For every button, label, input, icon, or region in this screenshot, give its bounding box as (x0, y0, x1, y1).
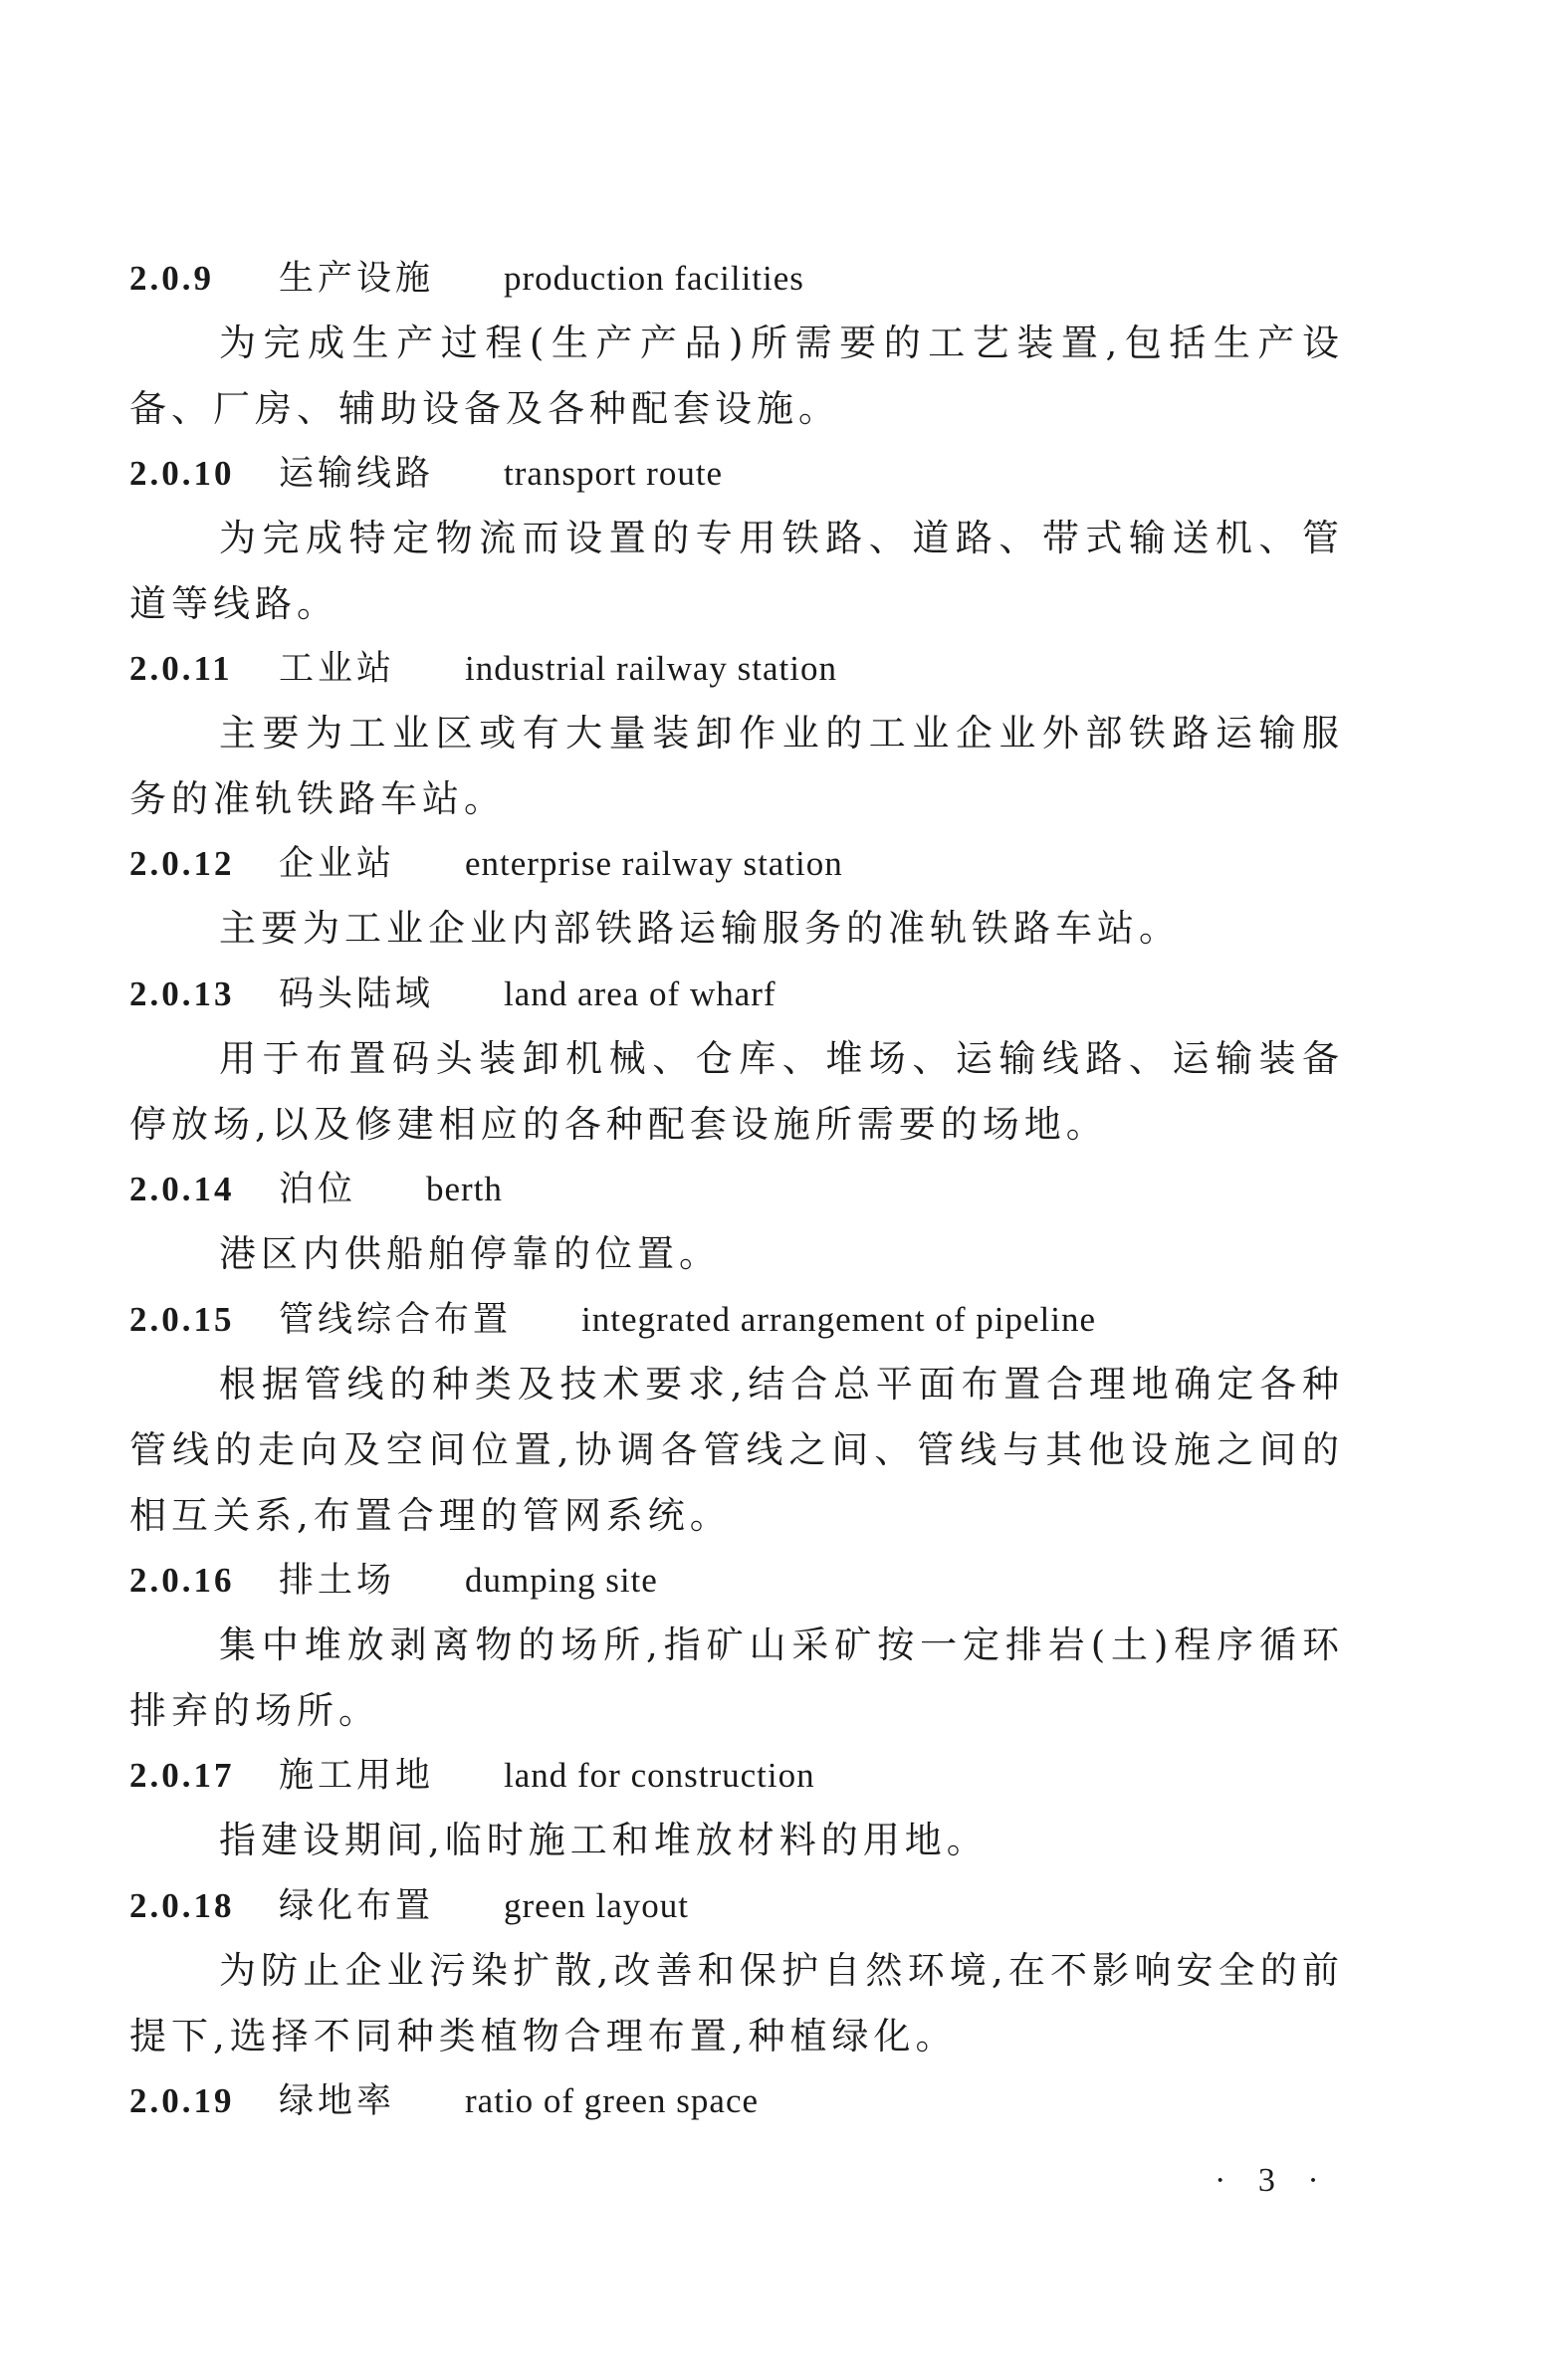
term-definition: 集中堆放剥离物的场所,指矿山采矿按一定排岩(土)程序循环排弃的场所。 (129, 1623, 1344, 1732)
term-number: 2.0.17 (129, 1756, 235, 1795)
page-number: · 3 · (1215, 2162, 1331, 2199)
term-heading (129, 644, 837, 694)
term-number: 2.0.9 (129, 259, 214, 298)
term-number: 2.0.13 (129, 974, 235, 1013)
term-heading (129, 1295, 1096, 1345)
term-number: 2.0.14 (129, 1170, 235, 1208)
term-chinese: 管线综合布置 (279, 1300, 513, 1340)
term-chinese: 泊位 (279, 1170, 357, 1209)
term-heading (129, 1751, 815, 1801)
term-number: 2.0.15 (129, 1300, 235, 1339)
term-number: 2.0.10 (129, 454, 235, 493)
term-heading (129, 839, 843, 889)
term-chinese: 绿地率 (279, 2081, 396, 2121)
term-definition: 港区内供船舶停靠的位置。 (219, 1232, 721, 1275)
term-english: production facilities (504, 259, 804, 298)
term-chinese: 运输线路 (279, 454, 435, 494)
term-number: 2.0.16 (129, 1561, 235, 1600)
term-definition: 根据管线的种类及技术要求,结合总平面布置合理地确定各种管线的走向及空间位置,协调各管线之间、管线与其他设施之间的相互关系,布置合理的管网系统。 (129, 1363, 1344, 1537)
term-definition: 为完成生产过程(生产产品)所需要的工艺装置,包括生产设备、厂房、辅助设备及各种配套设施。 (129, 322, 1344, 430)
term-english: ratio of green space (465, 2081, 760, 2120)
term-number: 2.0.19 (129, 2081, 235, 2120)
term-heading (129, 1881, 689, 1931)
term-number: 2.0.11 (129, 649, 233, 688)
term-definition: 用于布置码头装卸机械、仓库、堆场、运输线路、运输装备停放场,以及修建相应的各种配套设施所需要的场地。 (129, 1037, 1344, 1146)
term-english: dumping site (465, 1561, 658, 1600)
term-english: industrial railway station (465, 649, 837, 688)
term-heading (129, 449, 723, 499)
term-english: integrated arrangement of pipeline (581, 1300, 1096, 1339)
term-number: 2.0.18 (129, 1886, 235, 1925)
term-english: transport route (504, 454, 724, 493)
term-english: enterprise railway station (465, 844, 843, 883)
term-definition: 主要为工业企业内部铁路运输服务的准轨铁路车站。 (219, 907, 1181, 950)
term-english: green layout (504, 1886, 689, 1925)
term-chinese: 码头陆域 (279, 974, 435, 1014)
term-english: land for construction (504, 1756, 815, 1795)
term-heading (129, 1556, 658, 1606)
term-heading (129, 2076, 759, 2126)
term-definition: 为完成特定物流而设置的专用铁路、道路、带式输送机、管道等线路。 (129, 517, 1344, 625)
term-chinese: 排土场 (279, 1561, 396, 1601)
term-english: berth (426, 1170, 503, 1208)
term-chinese: 生产设施 (279, 259, 435, 299)
term-heading (129, 254, 804, 304)
term-number: 2.0.12 (129, 844, 235, 883)
term-definition: 为防止企业污染扩散,改善和保护自然环境,在不影响安全的前提下,选择不同种类植物合理布置,种植绿化。 (129, 1949, 1344, 2057)
term-english: land area of wharf (504, 974, 776, 1013)
term-chinese: 工业站 (279, 649, 396, 689)
term-chinese: 企业站 (279, 844, 396, 884)
term-definition: 指建设期间,临时施工和堆放材料的用地。 (219, 1819, 989, 1861)
term-heading (129, 970, 776, 1019)
term-heading (129, 1165, 503, 1214)
term-chinese: 施工用地 (279, 1756, 435, 1796)
term-definition: 主要为工业区或有大量装卸作业的工业企业外部铁路运输服务的准轨铁路车站。 (129, 712, 1344, 820)
term-chinese: 绿化布置 (279, 1886, 435, 1926)
